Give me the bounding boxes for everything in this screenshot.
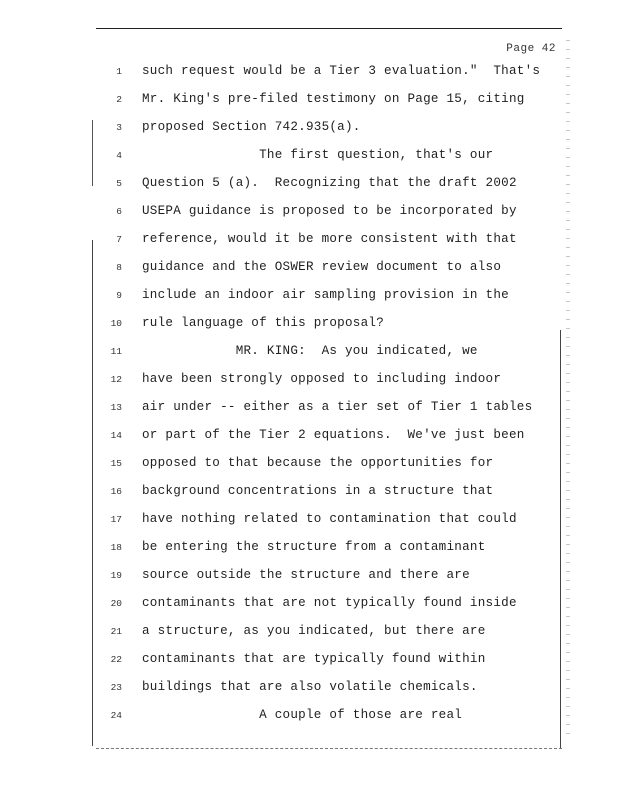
transcript-line [0,312,618,340]
line-text: background concentrations in a structure that [142,484,494,498]
transcript-line [0,340,618,368]
transcript-line [0,172,618,200]
transcript-line [0,116,618,144]
transcript-line [0,60,618,88]
line-number: 11 [110,346,122,357]
transcript-line [0,536,618,564]
line-number: 2 [116,94,122,105]
line-text: buildings that are also volatile chemicals. [142,680,478,694]
line-number: 24 [110,710,122,721]
transcript-line [0,704,618,732]
line-number: 20 [110,598,122,609]
line-number: 10 [110,318,122,329]
line-text: air under -- either as a tier set of Tier 1 tables [142,400,533,414]
transcript-line [0,88,618,116]
transcript-line [0,480,618,508]
line-text: source outside the structure and there are [142,568,470,582]
line-text: proposed Section 742.935(a). [142,120,361,134]
line-text: have nothing related to contamination that could [142,512,517,526]
transcript-line [0,592,618,620]
line-number: 1 [116,66,122,77]
line-text: reference, would it be more consistent with that [142,232,517,246]
line-number: 21 [110,626,122,637]
line-text: guidance and the OSWER review document to also [142,260,502,274]
line-number: 5 [116,178,122,189]
transcript-line [0,424,618,452]
transcript-line [0,648,618,676]
transcript-line [0,284,618,312]
transcript-line [0,508,618,536]
transcript-line [0,620,618,648]
line-text: The first question, that's our [142,148,494,162]
line-text: be entering the structure from a contaminant [142,540,486,554]
line-text: have been strongly opposed to including indoor [142,372,502,386]
line-text: MR. KING: As you indicated, we [142,344,478,358]
line-number: 3 [116,122,122,133]
line-number: 9 [116,290,122,301]
transcript-line [0,256,618,284]
line-text: such request would be a Tier 3 evaluation." That's [142,64,541,78]
line-number: 17 [110,514,122,525]
line-number: 18 [110,542,122,553]
line-number: 15 [110,458,122,469]
line-text: Question 5 (a). Recognizing that the draft 2002 [142,176,517,190]
line-number: 16 [110,486,122,497]
line-text: a structure, as you indicated, but there are [142,624,486,638]
transcript-line [0,452,618,480]
line-text: contaminants that are not typically found inside [142,596,517,610]
line-number: 8 [116,262,122,273]
line-number: 22 [110,654,122,665]
line-number: 19 [110,570,122,581]
line-number: 4 [116,150,122,161]
bottom-rule [96,748,562,749]
line-text: contaminants that are typically found within [142,652,486,666]
transcript-line [0,228,618,256]
line-text: include an indoor air sampling provision in the [142,288,509,302]
line-number: 12 [110,374,122,385]
transcript-line [0,564,618,592]
transcript-line [0,368,618,396]
top-rule [96,28,562,29]
page-number: Page 42 [506,43,556,55]
line-text: Mr. King's pre-filed testimony on Page 15, citing [142,92,525,106]
transcript-line [0,200,618,228]
line-number: 13 [110,402,122,413]
line-text: or part of the Tier 2 equations. We've just been [142,428,525,442]
line-number: 14 [110,430,122,441]
line-text: opposed to that because the opportunities for [142,456,494,470]
line-number: 6 [116,206,122,217]
line-number: 7 [116,234,122,245]
transcript-line [0,676,618,704]
line-number: 23 [110,682,122,693]
transcript-line [0,144,618,172]
line-text: A couple of those are real [142,708,463,722]
line-text: rule language of this proposal? [142,316,385,330]
transcript-line [0,396,618,424]
line-text: USEPA guidance is proposed to be incorporated by [142,204,517,218]
